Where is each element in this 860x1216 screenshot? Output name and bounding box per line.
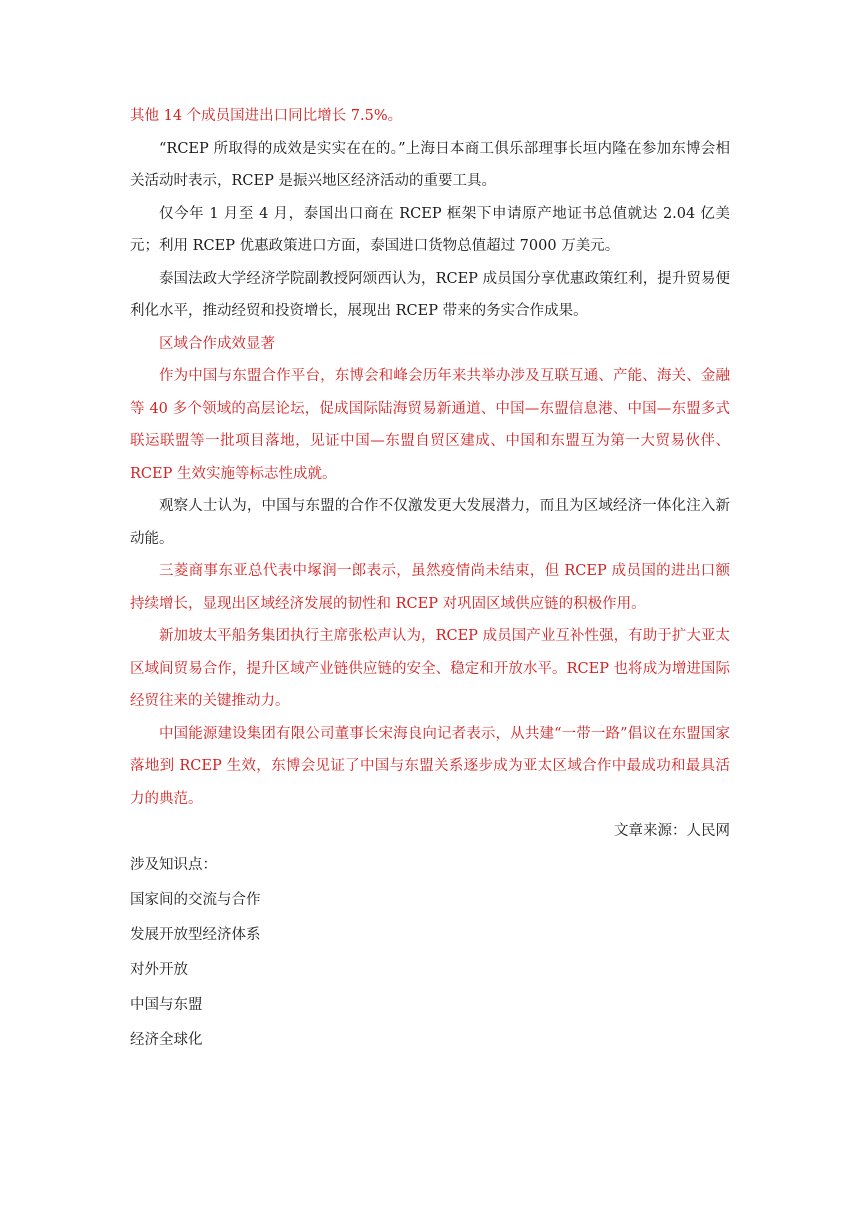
section-heading: 区域合作成效显著 [159, 335, 275, 352]
paragraph-1: 其他 14 个成员国进出口同比增长 7.5%。 [130, 108, 403, 124]
knowledge-point-item: 对外开放 [130, 961, 188, 978]
paragraph-6: 作为中国与东盟合作平台，东博会和峰会历年来共举办涉及互联互通、产能、海关、金融等 40 多个领域的高层论坛，促成国际陆海贸易新通道、中国—东盟信息港、中国—东盟多式联运联盟等一批项目落地，见证中国—东盟自贸区建成、中国和东盟互为第一大贸易伙伴、RCEP 生效实施等标志性成就。 [130, 368, 730, 482]
article-source: 文章来源：人民网 [614, 823, 730, 839]
paragraph-4: 泰国法政大学经济学院副教授阿颂西认为，RCEP 成员国分享优惠政策红利，提升贸易便利化水平，推动经贸和投资增长，展现出 RCEP 带来的务实合作成果。 [130, 270, 730, 319]
paragraph-10: 中国能源建设集团有限公司董事长宋海良向记者表示，从共建“一带一路”倡议在东盟国家落地到 RCEP 生效，东博会见证了中国与东盟关系逐步成为亚太区域合作中最成功和最具活力的典范。 [130, 725, 730, 807]
knowledge-point-item: 中国与东盟 [130, 996, 203, 1013]
knowledge-point-item: 发展开放型经济体系 [130, 926, 261, 943]
paragraph-2: “RCEP 所取得的成效是实实在在的。”上海日本商工俱乐部理事长垣内隆在参加东博会相关活动时表示，RCEP 是振兴地区经济活动的重要工具。 [130, 140, 730, 189]
paragraph-3: 仅今年 1 月至 4 月，泰国出口商在 RCEP 框架下申请原产地证书总值就达 2.04 亿美元；利用 RCEP 优惠政策进口方面，泰国进口货物总值超过 7000 万美元。 [130, 205, 730, 254]
document-page [130, 100, 730, 1058]
knowledge-points [130, 848, 730, 1058]
paragraph-9: 新加坡太平船务集团执行主席张松声认为，RCEP 成员国产业互补性强，有助于扩大亚太区域间贸易合作，提升区域产业链供应链的安全、稳定和开放水平。RCEP 也将成为增进国际经贸往来的关键推动力。 [130, 628, 730, 709]
knowledge-point-item: 经济全球化 [130, 1031, 203, 1048]
knowledge-points-title: 涉及知识点： [130, 856, 217, 873]
knowledge-point-item: 国家间的交流与合作 [130, 891, 261, 908]
paragraph-7: 观察人士认为，中国与东盟的合作不仅激发更大发展潜力，而且为区域经济一体化注入新动能。 [130, 498, 730, 547]
paragraph-8: 三菱商事东亚总代表中塚润一郎表示，虽然疫情尚未结束，但 RCEP 成员国的进出口额持续增长，显现出区域经济发展的韧性和 RCEP 对巩固区域供应链的积极作用。 [130, 563, 730, 612]
